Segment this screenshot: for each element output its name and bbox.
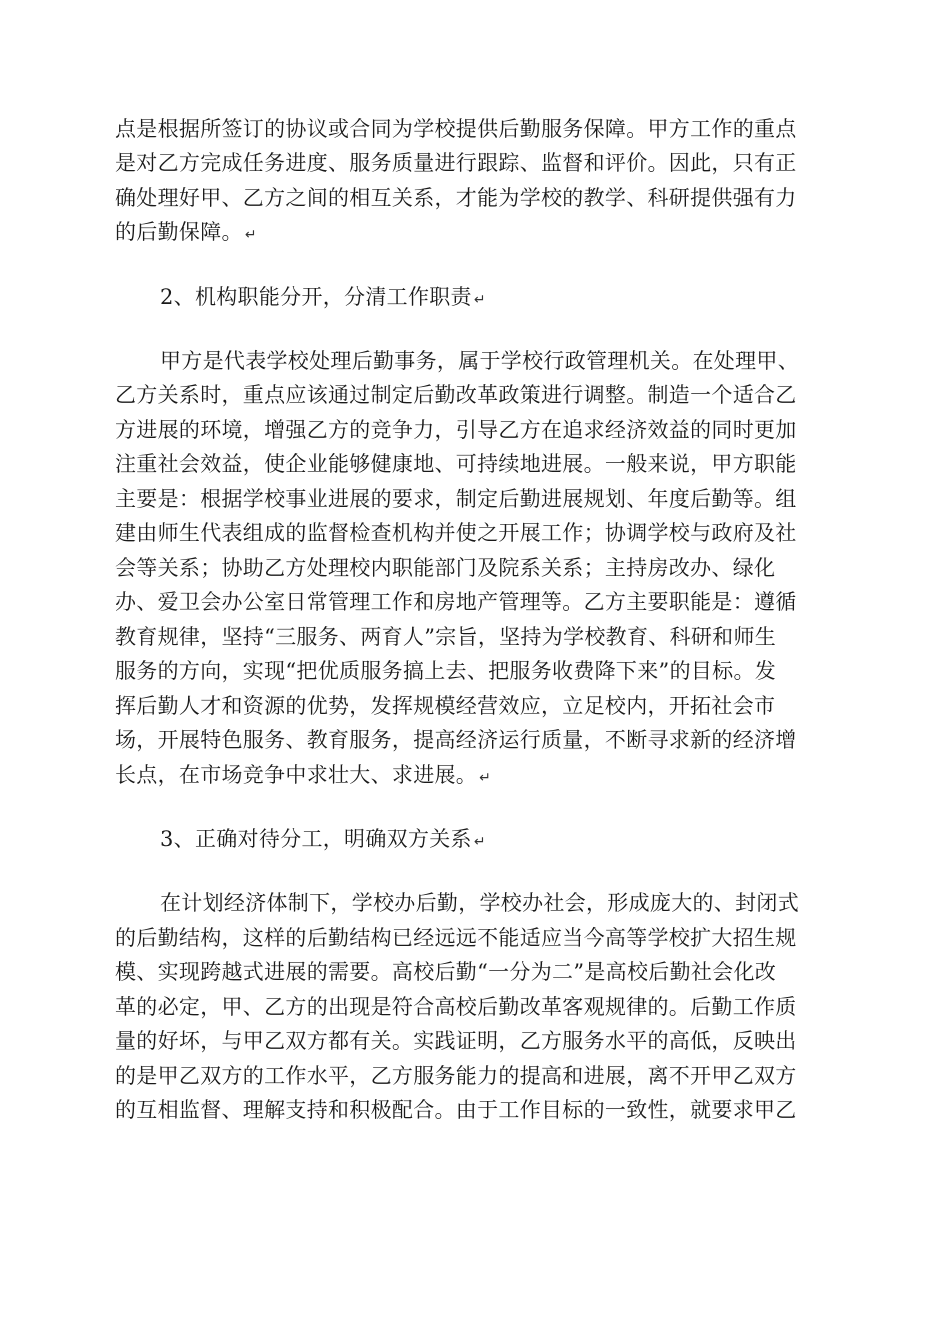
paragraph-line: 甲方是代表学校处理后勤事务，属于学校行政管理机关。在处理甲、 (160, 349, 799, 373)
paragraph-line: 点是根据所签订的协议或合同为学校提供后勤服务保障。甲方工作的重点 (115, 117, 797, 141)
paragraph-mark-icon: ↵ (479, 770, 492, 786)
paragraph-line-end (115, 760, 845, 790)
paragraph-line: 确处理好甲、乙方之间的相互关系，才能为学校的教学、科研提供强有力 (115, 186, 797, 210)
heading-text: 3、正确对待分工，明确双方关系 (160, 827, 472, 851)
section-heading (160, 824, 890, 854)
paragraph-text: 的后勤保障。 (115, 220, 243, 244)
paragraph-line: 会等关系；协助乙方处理校内职能部门及院系关系；主持房改办、绿化 (115, 556, 776, 580)
paragraph-line: 模、实现跨越式进展的需要。高校后勤“一分为二”是高校后勤社会化改 (115, 960, 777, 984)
paragraph-line: 的是甲乙双方的工作水平，乙方服务能力的提高和进展，离不开甲乙双方 (115, 1064, 797, 1088)
paragraph-mark-icon: ↵ (473, 292, 486, 308)
section-heading (160, 282, 890, 312)
paragraph-line: 的互相监督、理解支持和积极配合。由于工作目标的一致性，就要求甲乙 (115, 1098, 797, 1122)
paragraph-line: 的后勤结构，这样的后勤结构已经远远不能适应当今高等学校扩大招生规 (115, 926, 797, 950)
paragraph-mark-icon: ↵ (473, 834, 486, 850)
paragraph-text: 长点，在市场竞争中求壮大、求进展。 (115, 763, 478, 787)
paragraph-line: 场，开展特色服务、教育服务，提高经济运行质量，不断寻求新的经济增 (115, 728, 797, 752)
paragraph-line-end (115, 217, 845, 247)
paragraph-line: 方进展的环境，增强乙方的竞争力，引导乙方在追求经济效益的同时更加 (115, 418, 797, 442)
paragraph-line: 主要是：根据学校事业进展的要求，制定后勤进展规划、年度后勤等。组 (115, 487, 797, 511)
paragraph-line: 服务的方向，实现“把优质服务搞上去、把服务收费降下来”的目标。发 (115, 659, 777, 683)
paragraph-line: 量的好坏，与甲乙双方都有关。实践证明，乙方服务水平的高低，反映出 (115, 1029, 797, 1053)
paragraph-mark-icon: ↵ (244, 227, 257, 243)
paragraph-line: 教育规律，坚持“三服务、两育人”宗旨，坚持为学校教育、科研和师生 (115, 625, 777, 649)
paragraph-line: 办、爱卫会办公室日常管理工作和房地产管理等。乙方主要职能是：遵循 (115, 590, 797, 614)
heading-text: 2、机构职能分开，分清工作职责 (160, 285, 472, 309)
paragraph-line: 是对乙方完成任务进度、服务质量进行跟踪、监督和评价。因此，只有正 (115, 151, 797, 175)
paragraph-line: 建由师生代表组成的监督检查机构并使之开展工作；协调学校与政府及社 (115, 521, 797, 545)
paragraph-line: 在计划经济体制下，学校办后勤，学校办社会，形成庞大的、封闭式 (160, 891, 799, 915)
paragraph-line: 注重社会效益，使企业能够健康地、可持续地进展。一般来说，甲方职能 (115, 452, 797, 476)
paragraph-line: 乙方关系时，重点应该通过制定后勤改革政策进行调整。制造一个适合乙 (115, 383, 797, 407)
paragraph-line: 挥后勤人才和资源的优势，发挥规模经营效应，立足校内，开拓社会市 (115, 694, 776, 718)
paragraph-line: 革的必定，甲、乙方的出现是符合高校后勤改革客观规律的。后勤工作质 (115, 995, 797, 1019)
